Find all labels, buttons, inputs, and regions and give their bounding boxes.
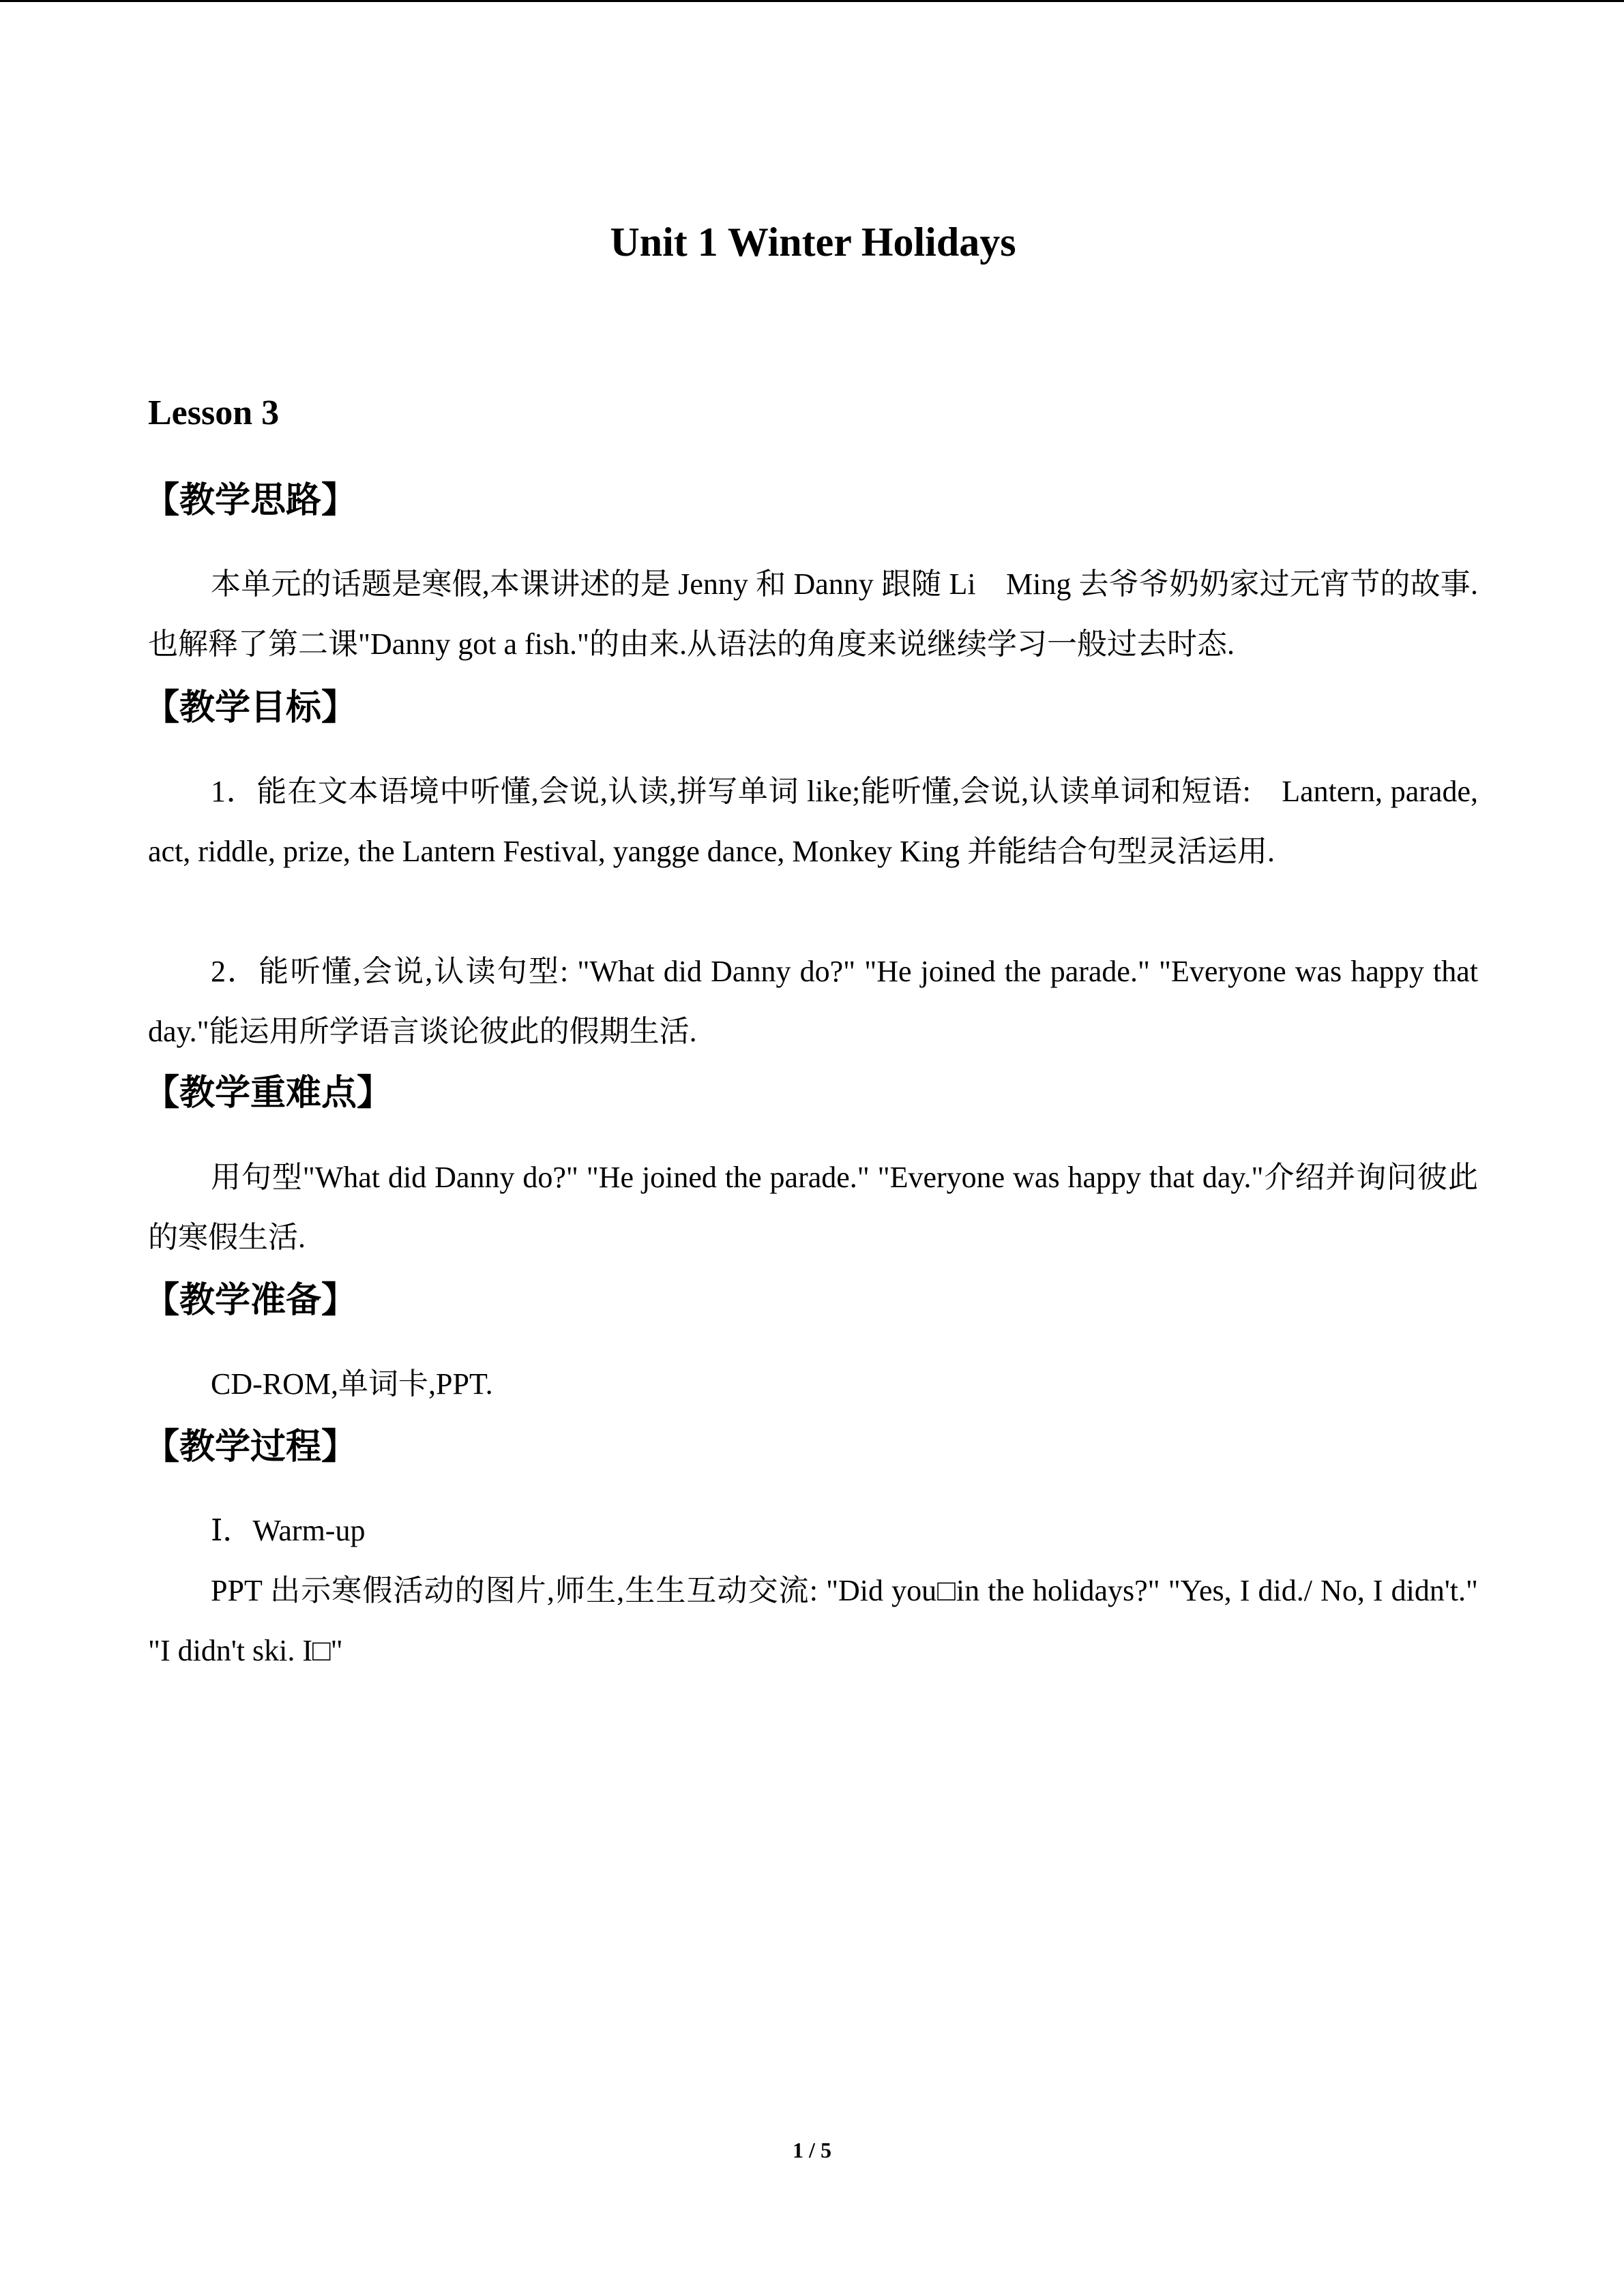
- preparation-text: CD-ROM,单词卡,PPT.: [211, 1367, 493, 1401]
- heading-objectives: 【教学目标】: [144, 687, 357, 728]
- heading-process: 【教学过程】: [144, 1427, 357, 1467]
- key-points-paragraph: 用句型"What did Danny do?" "He joined the parade." "Everyone was happy that day."介绍并询问彼此的寒假生活.: [148, 1161, 1478, 1254]
- process-step-1-text: PPT 出示寒假活动的图片,师生,生生互动交流: "Did you□in the holidays?" "Yes, I did./ No, I didn't." "I didn't ski. I□": [148, 1574, 1478, 1667]
- heading-approach: 【教学思路】: [144, 480, 357, 521]
- objective-item-2: 2．能听懂,会说,认读句型: "What did Danny do?" "He joined the parade." "Everyone was happy that day."能运用所学语言谈论彼此的假期生活.: [148, 955, 1478, 1048]
- process-step-1-title: Ⅰ．Warm-up: [211, 1514, 366, 1547]
- approach-paragraph: 本单元的话题是寒假,本课讲述的是 Jenny 和 Danny 跟随 Li Ming 去爷爷奶奶家过元宵节的故事.也解释了第二课"Danny got a fish."的由来.从语法的角度来说继续学习一般过去时态.: [148, 567, 1478, 661]
- page-number: 1 / 5: [793, 2138, 831, 2162]
- objective-item-1: 1．能在文本语境中听懂,会说,认读,拼写单词 like;能听懂,会说,认读单词和短语: Lantern, parade, act, riddle, prize, the Lantern Festival, yangge dance, Monkey King 并能结合句型灵活运用.: [148, 775, 1478, 868]
- heading-key-points: 【教学重难点】: [144, 1073, 393, 1114]
- lesson-label: Lesson 3: [148, 393, 280, 432]
- heading-preparation: 【教学准备】: [144, 1280, 357, 1321]
- page-title: Unit 1 Winter Holidays: [610, 220, 1016, 265]
